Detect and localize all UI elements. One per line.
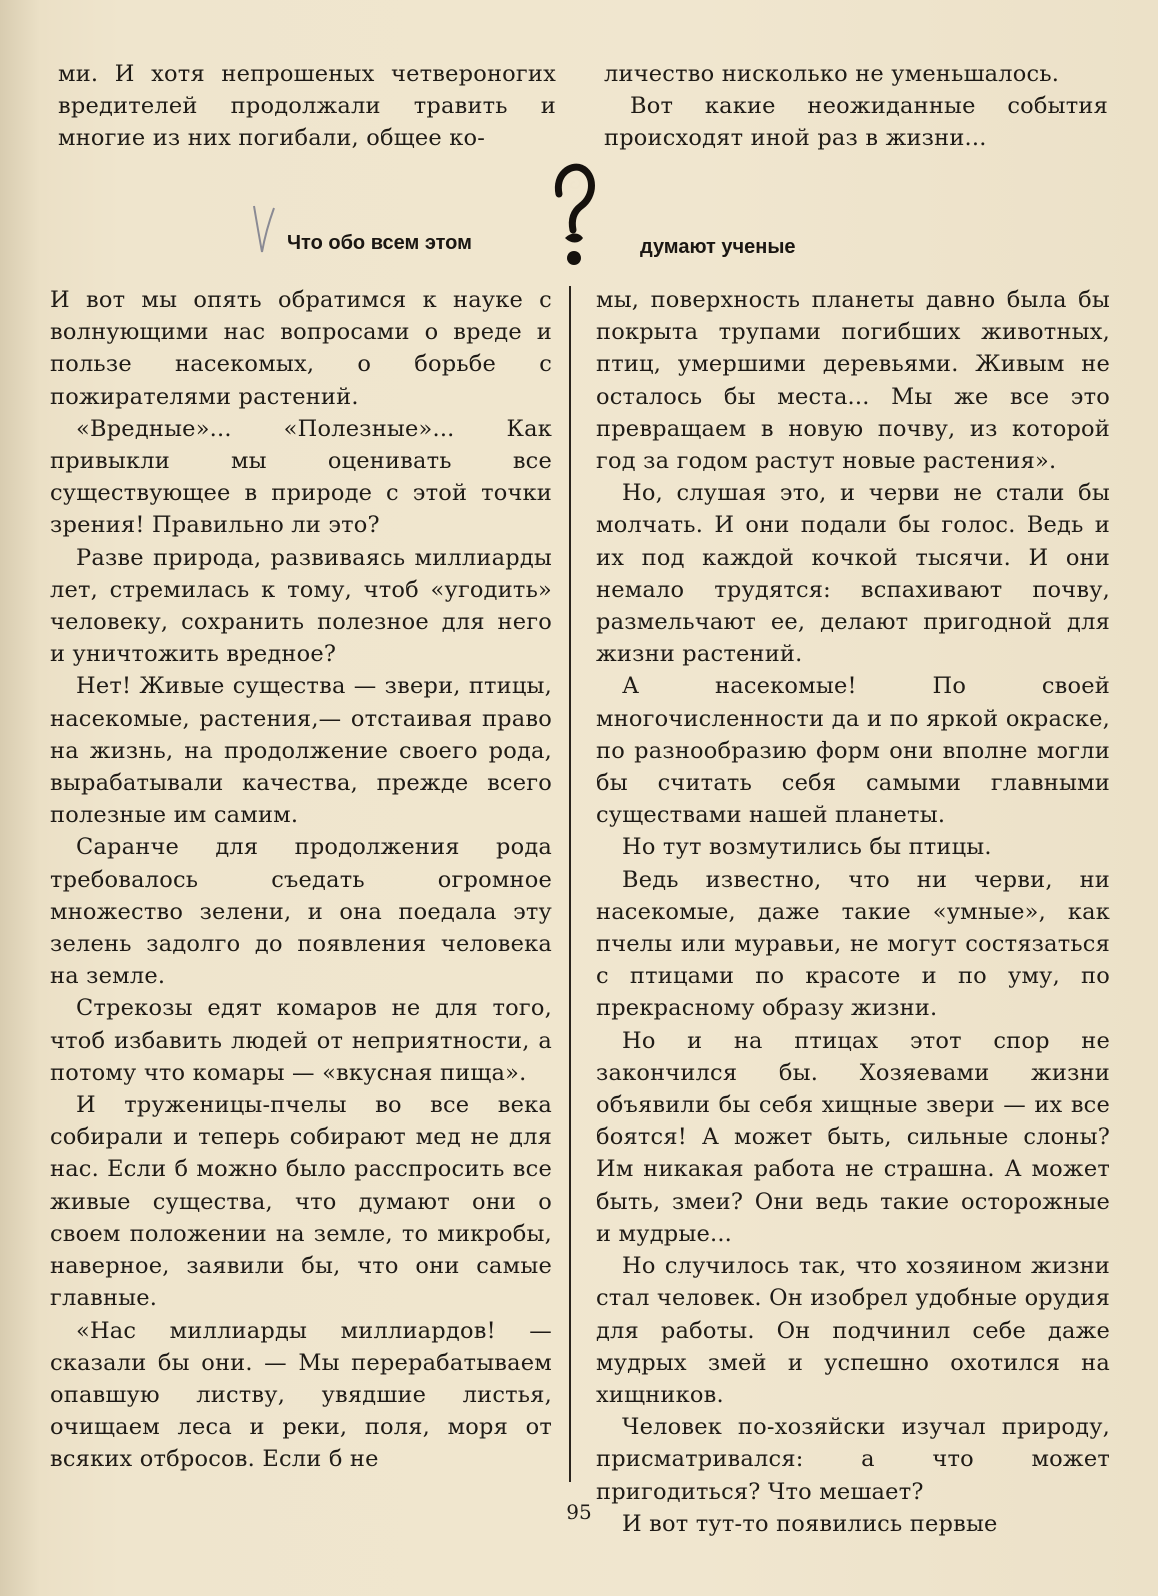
section-heading-right: думают ученые [640, 236, 796, 258]
paragraph: мы, поверхность планеты давно была бы покрыта трупами погибших животных, птиц, умершими деревьями. Живым не осталось бы места... Мы же все это превращаем в новую почву, из которой год за годом растут новые растения». [596, 287, 1110, 475]
paragraph: А насекомые! По своей многочисленности да и по яркой окраске, по разнообразию форм они вполне могли бы считать себя самыми главными существами нашей планеты. [596, 673, 1110, 829]
top-right-column [604, 58, 1108, 155]
ornamental-question-mark-icon [549, 158, 599, 270]
pencil-check-mark [248, 200, 278, 260]
paragraph: Стрекозы едят комаров не для того, чтоб избавить людей от неприятности, а потому что комары — «вкусная пища». [50, 995, 552, 1086]
paragraph: И вот мы опять обратимся к науке с волнующими нас вопросами о вреде и пользе насекомых, о борьбе с пожирателями растений. [50, 287, 552, 410]
paragraph: И труженицы-пчелы во все века собирали и теперь собирают мед не для нас. Если б можно было расспросить все живые существа, что думают они о своем положении на земле, то микробы, наверное, заявили бы, что они самые главные. [50, 1092, 552, 1312]
paragraph: Вот какие неожиданные события происходят иной раз в жизни... [604, 93, 1108, 152]
paragraph: ми. И хотя непрошеных четвероногих вредителей продолжали травить и многие из них погибали, общее ко- [58, 61, 556, 152]
section-heading-left: Что обо всем этом [287, 232, 472, 254]
paragraph: «Нас миллиарды миллиардов! — сказали бы они. — Мы перерабатываем опавшую листву, увядшие листья, очищаем леса и реки, поля, моря от всяких отбросов. Если б не [50, 1317, 552, 1473]
paragraph: Но случилось так, что хозяином жизни стал человек. Он изобрел удобные орудия для работы. Он подчинил себе даже мудрых змей и успешно охотился на хищников. [596, 1253, 1110, 1408]
paragraph: «Вредные»... «Полезные»... Как привыкли мы оценивать все существующее в природе с этой точки зрения! Правильно ли это? [50, 415, 552, 539]
paragraph: Ведь известно, что ни черви, ни насекомые, даже такие «умные», как пчелы или муравьи, не могут состязаться с птицами по красоте и по уму, по прекрасному образу жизни. [596, 866, 1110, 1022]
paragraph: личество нисколько не уменьшалось. [604, 61, 1060, 87]
paragraph: Разве природа, развиваясь миллиарды лет, стремилась к тому, чтоб «угодить» человеку, сохранить полезное для него и уничтожить вредное? [50, 544, 552, 668]
paragraph: Саранче для продолжения рода требовалось съедать огромное множество зелени, и она поедала эту зелень задолго до появления человека на земле. [50, 834, 552, 990]
paragraph: Но тут возмутились бы птицы. [622, 834, 992, 861]
page-number: 95 [566, 1500, 592, 1524]
top-left-column [58, 58, 556, 155]
paragraph: И вот тут-то появились первые [622, 1510, 998, 1537]
column-divider [569, 286, 571, 1482]
body-right-column [596, 284, 1110, 1540]
paragraph: Нет! Живые существа — звери, птицы, насекомые, растения,— отстаивая право на жизнь, на продолжение своего рода, вырабатывали качества, прежде всего полезные им самим. [50, 673, 552, 829]
paragraph: Человек по-хозяйски изучал природу, присматривался: а что может пригодиться? Что мешает? [596, 1414, 1110, 1505]
body-left-column [50, 284, 552, 1476]
paragraph: Но, слушая это, и черви не стали бы молчать. И они подали бы голос. Ведь и их под каждой кочкой тысячи. И они немало трудятся: вспахивают почву, размельчают ее, делают пригодной для жизни растений. [596, 480, 1110, 668]
paragraph: Но и на птицах этот спор не закончился бы. Хозяевами жизни объявили бы себя хищные звери — их все боятся! А может быть, сильные слоны? Им никакая работа не страшна. А может быть, змеи? Они ведь такие осторожные и мудрые... [596, 1027, 1110, 1247]
